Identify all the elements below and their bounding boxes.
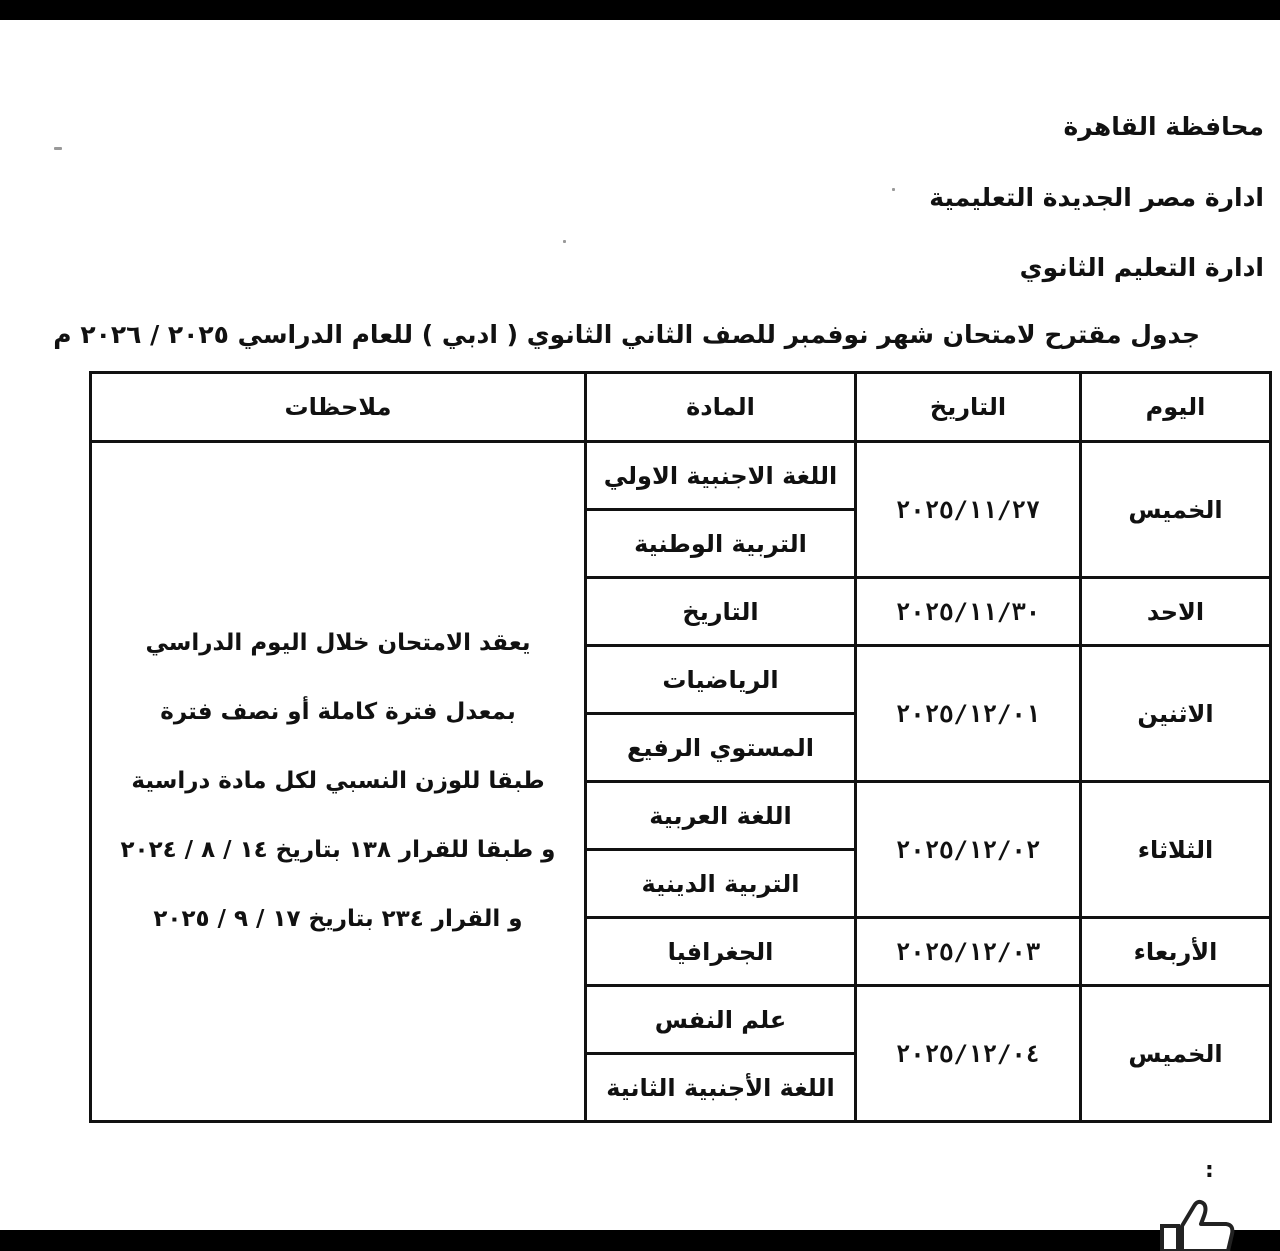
subject-cell: الجغرافيا	[586, 918, 856, 986]
date-cell: ٢٠٢٥/١٢/٠٢	[856, 782, 1081, 918]
column-header-subject: المادة	[586, 373, 856, 442]
notes-cell	[91, 442, 586, 1122]
note-line: بمعدل فترة كاملة أو نصف فترة	[160, 699, 516, 725]
scan-speck	[892, 188, 895, 191]
day-cell: الاثنين	[1081, 646, 1271, 782]
subject-cell: اللغة الاجنبية الاولي	[586, 442, 856, 510]
day-cell: الأربعاء	[1081, 918, 1271, 986]
subject-cell: اللغة العربية	[586, 782, 856, 850]
note-line: و القرار ٢٣٤ بتاريخ ١٧ / ٩ / ٢٠٢٥	[153, 906, 523, 932]
date-cell: ٢٠٢٥/١٢/٠٣	[856, 918, 1081, 986]
scan-speck	[54, 147, 62, 150]
day-cell: الخميس	[1081, 442, 1271, 578]
subject-cell: التربية الدينية	[586, 850, 856, 918]
date-cell: ٢٠٢٥/١١/٢٧	[856, 442, 1081, 578]
subject-cell: اللغة الأجنبية الثانية	[586, 1054, 856, 1122]
exam-schedule-table	[89, 371, 1269, 1123]
table-header-row	[91, 373, 1271, 442]
column-header-day: اليوم	[1081, 373, 1271, 442]
directorate-line: ادارة مصر الجديدة التعليمية	[929, 183, 1264, 212]
date-cell: ٢٠٢٥/١٢/٠٤	[856, 986, 1081, 1122]
subject-cell: الرياضيات	[586, 646, 856, 714]
thumbs-up-icon[interactable]	[1152, 1196, 1242, 1251]
schedule-title: جدول مقترح لامتحان شهر نوفمبر للصف الثاني الثانوي ( ادبي ) للعام الدراسي ٢٠٢٥ / ٢٠٢٦ م	[53, 320, 1200, 349]
day-cell: الخميس	[1081, 986, 1271, 1122]
governorate-line: محافظة القاهرة	[1063, 112, 1264, 141]
bottom-bar	[0, 1230, 1280, 1251]
scan-speck	[563, 240, 566, 243]
subject-cell: المستوي الرفيع	[586, 714, 856, 782]
table-row	[91, 442, 1271, 510]
secondary-education-line: ادارة التعليم الثانوي	[1019, 253, 1264, 282]
note-line: و طبقا للقرار ١٣٨ بتاريخ ١٤ / ٨ / ٢٠٢٤	[120, 837, 556, 863]
date-cell: ٢٠٢٥/١٢/٠١	[856, 646, 1081, 782]
note-line: طبقا للوزن النسبي لكل مادة دراسية	[131, 768, 545, 794]
top-bar	[0, 0, 1280, 20]
subject-cell: علم النفس	[586, 986, 856, 1054]
subject-cell: التاريخ	[586, 578, 856, 646]
date-cell: ٢٠٢٥/١١/٣٠	[856, 578, 1081, 646]
column-header-date: التاريخ	[856, 373, 1081, 442]
day-cell: الاحد	[1081, 578, 1271, 646]
column-header-notes: ملاحظات	[91, 373, 586, 442]
note-line: يعقد الامتحان خلال اليوم الدراسي	[145, 630, 531, 656]
subject-cell: التربية الوطنية	[586, 510, 856, 578]
day-cell: الثلاثاء	[1081, 782, 1271, 918]
footer-mark: :	[1205, 1158, 1214, 1183]
